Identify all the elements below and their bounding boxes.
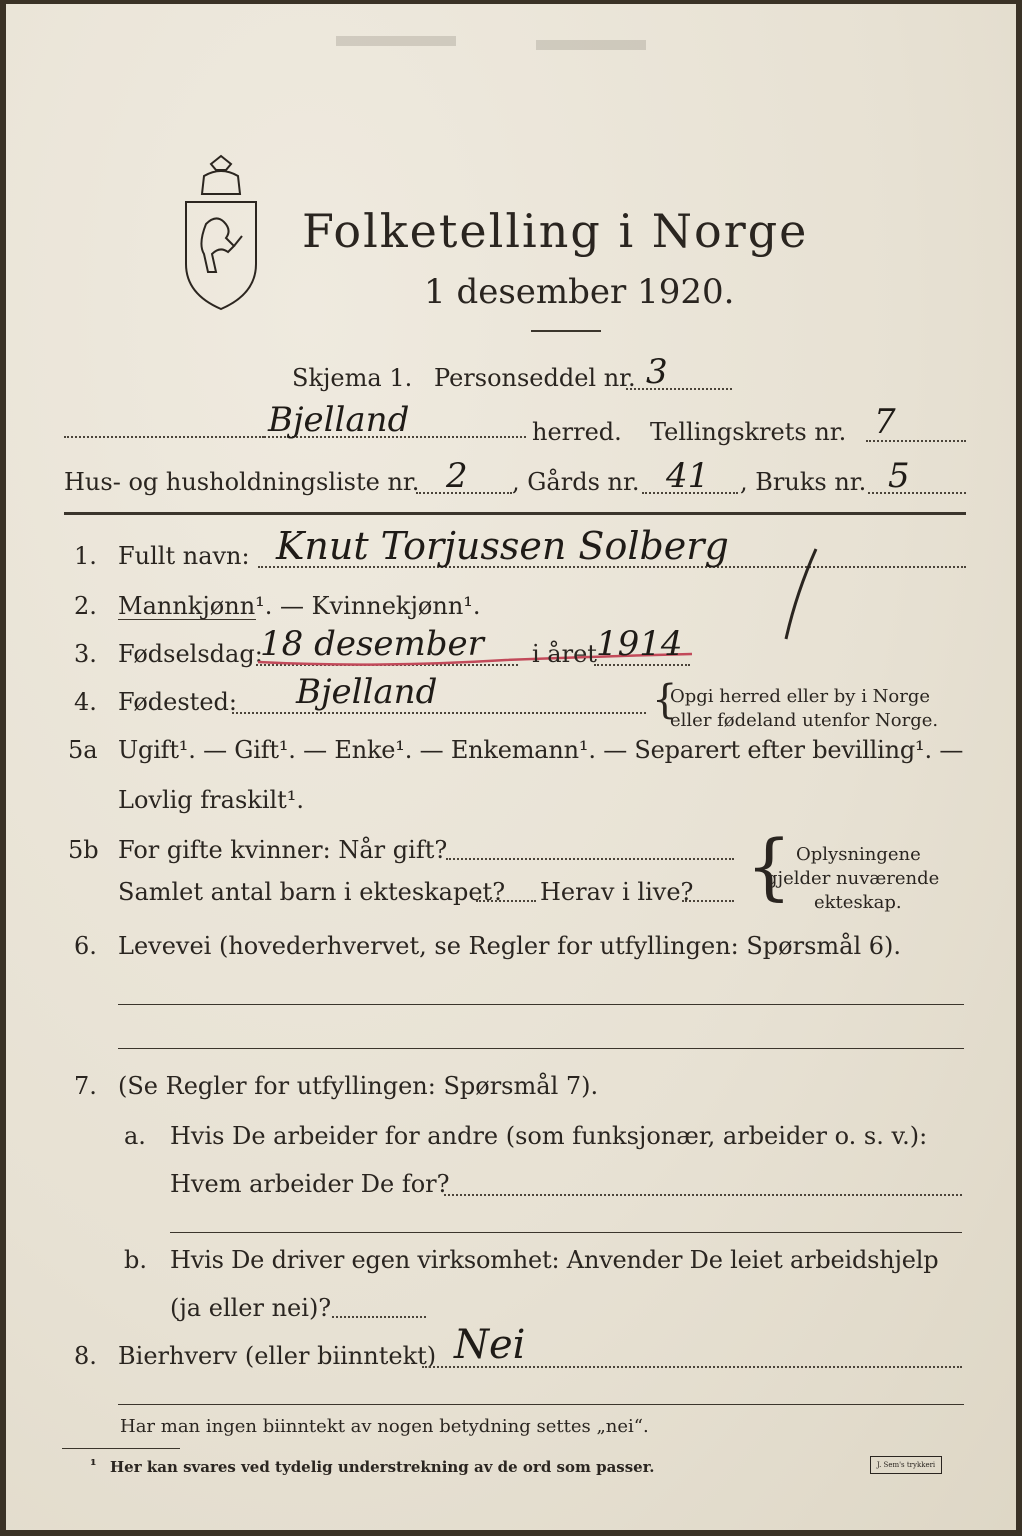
q5b-note3: ekteskap. (814, 892, 902, 913)
q7a-line2: Hvem arbeider De for? (170, 1170, 450, 1198)
q5a-line2: Lovlig fraskilt¹. (118, 786, 305, 814)
q5b-note1: Oplysningene (796, 844, 921, 865)
q6-answer-line (118, 1004, 964, 1005)
personseddel-line (626, 388, 732, 390)
q6-answer-line (118, 1048, 964, 1049)
q7b-line2: (ja eller nei)? (170, 1294, 332, 1322)
footnote-divider (62, 1448, 180, 1449)
q7a-answer-line (444, 1194, 962, 1196)
gards-label: , Gårds nr. (512, 468, 640, 496)
q7b-answer-line (332, 1316, 426, 1318)
q8-label: Bierhverv (eller biinntekt) (118, 1342, 437, 1370)
bruks-label: , Bruks nr. (740, 468, 867, 496)
q7a-number: a. (124, 1122, 146, 1150)
q3-value: 18 desember (260, 624, 484, 664)
form-date: 1 desember 1920. (424, 272, 735, 312)
bleed-through-mark (536, 40, 646, 50)
coat-of-arms-icon (176, 154, 266, 314)
schema-label: Skjema 1. (292, 364, 413, 392)
q3-year-line (594, 664, 690, 666)
q2-label: Mannkjønn¹. — Kvinnekjønn¹. (118, 592, 481, 620)
q5a-line1: Ugift¹. — Gift¹. — Enke¹. — Enkemann¹. — Separert efter bevilling¹. — (118, 736, 964, 764)
q4-note-line2: eller fødeland utenfor Norge. (670, 710, 939, 731)
q7a-answer-line-2 (170, 1232, 962, 1233)
q7-label: (Se Regler for utfyllingen: Spørsmål 7). (118, 1072, 599, 1100)
q5b-children-line (476, 900, 536, 902)
footnote-mark: ¹ (90, 1456, 97, 1474)
q5b-line2a: Samlet antal barn i ekteskapet? (118, 878, 506, 906)
q3-year-label: i året (532, 640, 597, 668)
census-form-page (6, 4, 1016, 1530)
husliste-value: 2 (446, 456, 468, 496)
handwritten-stroke (766, 544, 826, 644)
bruks-value: 5 (888, 456, 910, 496)
personseddel-label: Personseddel nr. (434, 364, 636, 392)
q4-label: Fødested: (118, 688, 237, 716)
q1-number: 1. (74, 542, 97, 570)
q5b-line2b: Herav i live? (540, 878, 694, 906)
footer-note: Har man ingen biinntekt av nogen betydning settes „nei“. (120, 1416, 649, 1437)
q8-number: 8. (74, 1342, 97, 1370)
footnote-text: Her kan svares ved tydelig understrekning av de ord som passer. (110, 1458, 655, 1476)
q4-brace: { (652, 677, 678, 723)
husliste-label: Hus- og husholdningsliste nr. (64, 468, 420, 496)
printer-stamp (870, 1456, 942, 1474)
tellingskrets-value: 7 (874, 402, 896, 442)
form-title: Folketelling i Norge (302, 204, 809, 258)
q2-underline (118, 619, 256, 620)
q5b-brace: { (746, 824, 792, 908)
q4-note-line1: Opgi herred eller by i Norge (670, 686, 931, 707)
q5b-line1: For gifte kvinner: Når gift? (118, 836, 448, 864)
q5b-number: 5b (68, 836, 99, 864)
q5b-married-line (446, 858, 734, 860)
q5b-alive-line (682, 900, 734, 902)
q3-label: Fødselsdag: (118, 640, 263, 668)
q3-year-value: 1914 (596, 624, 683, 664)
q4-number: 4. (74, 688, 97, 716)
herred-line (64, 436, 264, 438)
tellingskrets-label: Tellingskrets nr. (650, 418, 847, 446)
title-divider (531, 330, 601, 332)
herred-label: herred. (532, 418, 622, 446)
q6-label: Levevei (hovederhvervet, se Regler for utfyllingen: Spørsmål 6). (118, 932, 902, 960)
q7b-line1: Hvis De driver egen virksomhet: Anvender De leiet arbeidshjelp (170, 1246, 939, 1274)
q7b-number: b. (124, 1246, 147, 1274)
personseddel-value: 3 (646, 352, 668, 392)
q1-label: Fullt navn: (118, 542, 250, 570)
gards-value: 41 (666, 456, 710, 496)
q7-number: 7. (74, 1072, 97, 1100)
q5b-note2: gjelder nuværende (766, 868, 940, 889)
q4-line (232, 712, 646, 714)
q8-value: Nei (454, 1322, 526, 1368)
q8-answer-line-2 (118, 1404, 964, 1405)
q4-value: Bjelland (296, 672, 438, 712)
printer-stamp-text: J. Sem's trykkeri (876, 1461, 936, 1469)
bruks-line (868, 492, 966, 494)
q2-number: 2. (74, 592, 97, 620)
q5a-number: 5a (68, 736, 98, 764)
q1-value: Knut Torjussen Solberg (276, 524, 729, 568)
q3-number: 3. (74, 640, 97, 668)
herred-value: Bjelland (268, 400, 410, 440)
bleed-through-mark (336, 36, 456, 46)
header-divider (64, 512, 966, 515)
q6-number: 6. (74, 932, 97, 960)
q7a-line1: Hvis De arbeider for andre (som funksjonær, arbeider o. s. v.): (170, 1122, 928, 1150)
